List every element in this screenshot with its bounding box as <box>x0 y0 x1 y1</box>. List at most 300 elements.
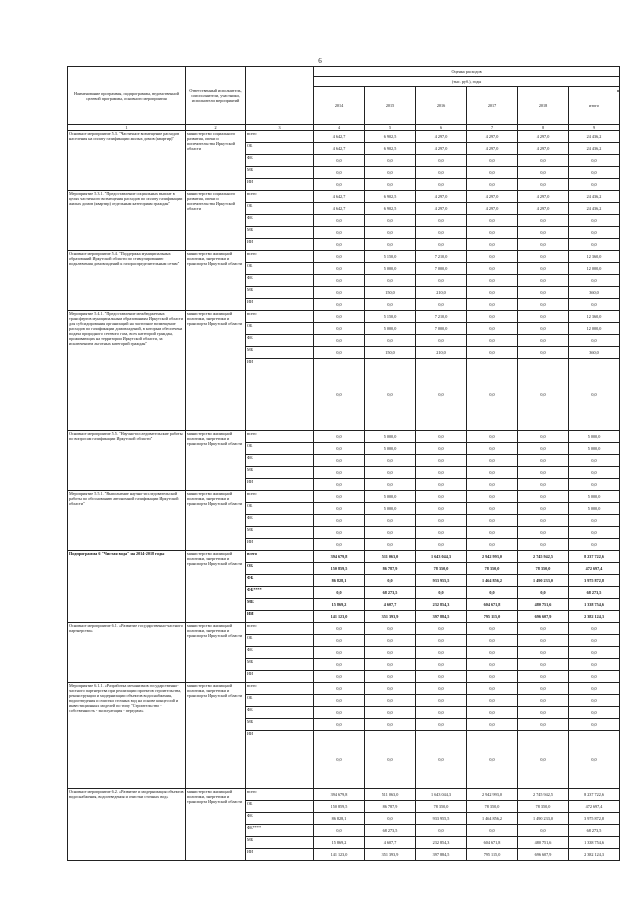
activity-title: Мероприятие 5.3.1. "Предоставление социальных выплат в целях частичного возмещения расходов по оплату газификации жилых домов (квартир) отдельным категориям граждан" <box>68 191 186 251</box>
amount-cell: 0,0 <box>314 539 365 551</box>
amount-cell: 0,0 <box>314 467 365 479</box>
amount-cell: 0,0 <box>365 227 416 239</box>
header-year: 2016 <box>416 87 467 125</box>
total-cell: 0,0 <box>569 527 620 539</box>
amount-cell: 4 297,0 <box>467 203 518 215</box>
amount-cell: 0,0 <box>416 683 467 695</box>
amount-cell: 0,0 <box>314 455 365 467</box>
funding-source: МБ <box>246 719 314 731</box>
amount-cell: 4 297,0 <box>467 191 518 203</box>
funding-source: ОБ <box>246 563 314 575</box>
table-row <box>68 789 620 801</box>
activity-title: Подпрограмма 6 "Чистая вода" на 2014-2018 годы <box>68 551 186 623</box>
amount-cell: 0,0 <box>314 299 365 311</box>
amount-cell: 4 297,0 <box>518 191 569 203</box>
header-estimate-title: Оценка расходов <box>314 67 620 77</box>
column-number: 5 <box>365 125 416 131</box>
activity-title: Мероприятие 5.5.1. "Выполнение научно-исследовательской работы по обоснованию автономной газификации Иркутской области" <box>68 491 186 551</box>
amount-cell: 0,0 <box>518 431 569 443</box>
amount-cell: 0,0 <box>314 215 365 227</box>
amount-cell: 86 828,1 <box>314 813 365 825</box>
amount-cell: 0,0 <box>518 239 569 251</box>
amount-cell: 795 115,0 <box>467 611 518 623</box>
total-cell: 0,0 <box>569 515 620 527</box>
table-row <box>68 131 620 143</box>
amount-cell: 394 679,8 <box>314 551 365 563</box>
total-cell: 2 382 124,3 <box>569 849 620 861</box>
header-year: 2018 <box>518 87 569 125</box>
column-number: 8 <box>518 125 569 131</box>
amount-cell: 2 745 942,5 <box>518 551 569 563</box>
amount-cell: 0,0 <box>416 443 467 455</box>
amount-cell: 5 000,0 <box>365 503 416 515</box>
amount-cell: 5 150,0 <box>365 251 416 263</box>
total-cell: 0,0 <box>569 227 620 239</box>
funding-source: всего <box>246 191 314 203</box>
amount-cell: 0,0 <box>314 491 365 503</box>
amount-cell: 0,0 <box>518 251 569 263</box>
amount-cell: 0,0 <box>365 479 416 491</box>
amount-cell: 4 297,0 <box>518 203 569 215</box>
amount-cell: 480 751,6 <box>518 599 569 611</box>
amount-cell: 1 490 233,0 <box>518 813 569 825</box>
column-number: 7 <box>467 125 518 131</box>
amount-cell: 86 828,1 <box>314 575 365 587</box>
amount-cell: 5 000,0 <box>365 263 416 275</box>
amount-cell: 0,0 <box>518 215 569 227</box>
amount-cell: 0,0 <box>365 659 416 671</box>
total-cell: 0,0 <box>569 215 620 227</box>
amount-cell: 0,0 <box>365 179 416 191</box>
amount-cell: 0,0 <box>467 155 518 167</box>
amount-cell: 604 671,8 <box>467 599 518 611</box>
amount-cell: 0,0 <box>365 671 416 683</box>
amount-cell: 0,0 <box>518 587 569 599</box>
expenditure-table <box>67 66 620 861</box>
total-cell: 1 338 754,6 <box>569 837 620 849</box>
amount-cell: 0,0 <box>518 695 569 707</box>
amount-cell: 0,0 <box>416 527 467 539</box>
amount-cell: 232 854,3 <box>416 837 467 849</box>
funding-source: ИИ <box>246 731 314 789</box>
amount-cell: 0,0 <box>314 287 365 299</box>
amount-cell: 0,0 <box>518 515 569 527</box>
amount-cell: 0,0 <box>365 635 416 647</box>
funding-source: всего <box>246 311 314 323</box>
total-cell: 1 338 754,6 <box>569 599 620 611</box>
amount-cell: 0,0 <box>365 467 416 479</box>
total-cell: 0,0 <box>569 671 620 683</box>
total-cell: 0,0 <box>569 623 620 635</box>
amount-cell: 4 642,7 <box>314 203 365 215</box>
activity-title: Основное мероприятие 5.3. "Частичное возмещение расходов населения на оплату газификации жилых домов (квартир)" <box>68 131 186 191</box>
amount-cell: 0,0 <box>518 539 569 551</box>
total-cell: 0,0 <box>569 647 620 659</box>
column-number: 9 <box>569 125 620 131</box>
amount-cell: 0,0 <box>365 215 416 227</box>
amount-cell: 1 643 044,3 <box>416 551 467 563</box>
funding-source: ФБ <box>246 335 314 347</box>
amount-cell: 0,0 <box>467 239 518 251</box>
amount-cell: 78 350,0 <box>518 563 569 575</box>
total-cell: 0,0 <box>569 479 620 491</box>
amount-cell: 0,0 <box>416 215 467 227</box>
amount-cell: 4 642,7 <box>314 191 365 203</box>
total-cell: 360,0 <box>569 347 620 359</box>
amount-cell: 0,0 <box>467 251 518 263</box>
amount-cell: 0,0 <box>365 707 416 719</box>
amount-cell: 696 607,9 <box>518 611 569 623</box>
amount-cell: 0,0 <box>518 683 569 695</box>
amount-cell: 0,0 <box>467 719 518 731</box>
header-source <box>246 67 314 125</box>
funding-source: ОБ <box>246 143 314 155</box>
total-cell: 0,0 <box>569 695 620 707</box>
amount-cell: 0,0 <box>365 719 416 731</box>
amount-cell: 0,0 <box>365 695 416 707</box>
funding-source: ФБ <box>246 647 314 659</box>
amount-cell: 0,0 <box>518 731 569 789</box>
amount-cell: 0,0 <box>467 503 518 515</box>
amount-cell: 0,0 <box>467 587 518 599</box>
amount-cell: 0,0 <box>365 647 416 659</box>
amount-cell: 0,0 <box>365 527 416 539</box>
amount-cell: 0,0 <box>518 359 569 431</box>
amount-cell: 0,0 <box>467 263 518 275</box>
activity-title: Мероприятие 5.4.1. "Предоставление межбюджетных трансфертов муниципальным образованиям Иркутской области для субсидирования организаций на частичное возмещение расходов по газификации домовладений, в которым обеспечена подача природного сетевого газа, всех категорий граждан, проживающих на территории Иркутской области, за исключением льготных категорий граждан" <box>68 311 186 431</box>
amount-cell: 0,0 <box>365 623 416 635</box>
table-row <box>68 431 620 443</box>
amount-cell: 0,0 <box>314 311 365 323</box>
amount-cell: 78 350,0 <box>467 563 518 575</box>
funding-source: ОБ <box>246 695 314 707</box>
page-number: 6 <box>318 57 322 65</box>
amount-cell: 4 607,7 <box>365 599 416 611</box>
amount-cell: 0,0 <box>467 647 518 659</box>
amount-cell: 0,0 <box>365 335 416 347</box>
funding-source: МБ <box>246 167 314 179</box>
amount-cell: 4 642,7 <box>314 131 365 143</box>
amount-cell: 397 884,5 <box>416 849 467 861</box>
total-cell: 12 360,0 <box>569 311 620 323</box>
amount-cell: 0,0 <box>365 359 416 431</box>
amount-cell: 0,0 <box>416 479 467 491</box>
responsible-executor: министерство жилищной политики, энергетики и транспорта Иркутской области <box>186 251 246 311</box>
total-cell: 5 000,0 <box>569 503 620 515</box>
funding-source: всего <box>246 251 314 263</box>
amount-cell: 0,0 <box>314 323 365 335</box>
funding-source: ФБ <box>246 275 314 287</box>
amount-cell: 210,0 <box>416 287 467 299</box>
amount-cell: 0,0 <box>518 467 569 479</box>
amount-cell: 0,0 <box>416 623 467 635</box>
amount-cell: 7 000,0 <box>416 263 467 275</box>
funding-source: ИИ <box>246 479 314 491</box>
funding-source: всего <box>246 131 314 143</box>
funding-source: МБ <box>246 467 314 479</box>
amount-cell: 4 297,0 <box>416 131 467 143</box>
column-number: 6 <box>416 125 467 131</box>
funding-source: МБ <box>246 287 314 299</box>
amount-cell: 0,0 <box>518 659 569 671</box>
funding-source: МБ <box>246 527 314 539</box>
amount-cell: 2 942 993,0 <box>467 551 518 563</box>
total-cell: 360,0 <box>569 287 620 299</box>
amount-cell: 232 854,3 <box>416 599 467 611</box>
amount-cell: 0,0 <box>314 683 365 695</box>
amount-cell: 0,0 <box>518 347 569 359</box>
amount-cell: 0,0 <box>314 443 365 455</box>
amount-cell: 397 884,5 <box>416 611 467 623</box>
funding-source: ИИ <box>246 539 314 551</box>
total-cell: 0,0 <box>569 335 620 347</box>
funding-source: ФБ <box>246 813 314 825</box>
amount-cell: 0,0 <box>467 347 518 359</box>
funding-source: ФБ <box>246 515 314 527</box>
funding-source: ИИ <box>246 179 314 191</box>
funding-source: ФБ <box>246 155 314 167</box>
table-row <box>68 311 620 323</box>
funding-source: ИИ <box>246 611 314 623</box>
amount-cell: 933 955,5 <box>416 575 467 587</box>
amount-cell: 0,0 <box>314 647 365 659</box>
total-cell: 0,0 <box>569 635 620 647</box>
column-number: 4 <box>314 125 365 131</box>
amount-cell: 0,0 <box>416 179 467 191</box>
amount-cell: 7 210,0 <box>416 251 467 263</box>
amount-cell: 150 859,5 <box>314 801 365 813</box>
amount-cell: 0,0 <box>416 155 467 167</box>
amount-cell: 0,0 <box>416 587 467 599</box>
total-cell: 0,0 <box>569 299 620 311</box>
amount-cell: 0,0 <box>416 515 467 527</box>
amount-cell: 0,0 <box>518 635 569 647</box>
amount-cell: 0,0 <box>467 683 518 695</box>
amount-cell: 0,0 <box>467 215 518 227</box>
amount-cell: 4 297,0 <box>467 143 518 155</box>
amount-cell: 0,0 <box>416 647 467 659</box>
amount-cell: 0,0 <box>518 227 569 239</box>
total-cell: 24 436,2 <box>569 131 620 143</box>
amount-cell: 0,0 <box>518 299 569 311</box>
amount-cell: 0,0 <box>314 263 365 275</box>
amount-cell: 0,0 <box>314 275 365 287</box>
amount-cell: 0,0 <box>416 335 467 347</box>
responsible-executor: министерство жилищной политики, энергетики и транспорта Иркутской области <box>186 789 246 861</box>
amount-cell: 4 297,0 <box>467 131 518 143</box>
total-cell: 5 000,0 <box>569 431 620 443</box>
amount-cell: 0,0 <box>416 455 467 467</box>
total-cell: 0,0 <box>569 167 620 179</box>
amount-cell: 0,0 <box>467 275 518 287</box>
amount-cell: 0,0 <box>314 659 365 671</box>
amount-cell: 78 350,0 <box>416 801 467 813</box>
funding-source: ФБ <box>246 575 314 587</box>
amount-cell: 78 350,0 <box>467 801 518 813</box>
column-number: 1 <box>68 125 186 131</box>
amount-cell: 78 350,0 <box>416 563 467 575</box>
funding-source: ФБ <box>246 455 314 467</box>
amount-cell: 7 210,0 <box>416 311 467 323</box>
amount-cell: 78 350,0 <box>518 801 569 813</box>
amount-cell: 0,0 <box>314 695 365 707</box>
amount-cell: 0,0 <box>416 825 467 837</box>
amount-cell: 68 273,5 <box>365 587 416 599</box>
total-cell: 12 000,0 <box>569 263 620 275</box>
total-cell: 24 436,2 <box>569 143 620 155</box>
column-number: 3 <box>246 125 314 131</box>
amount-cell: 0,0 <box>365 299 416 311</box>
amount-cell: 15 869,2 <box>314 837 365 849</box>
amount-cell: 0,0 <box>314 347 365 359</box>
amount-cell: 0,0 <box>467 299 518 311</box>
header-year: 2017 <box>467 87 518 125</box>
total-cell: 8 237 722,6 <box>569 789 620 801</box>
amount-cell: 480 751,6 <box>518 837 569 849</box>
amount-cell: 4 642,7 <box>314 143 365 155</box>
amount-cell: 141 123,0 <box>314 611 365 623</box>
header-year: 2014 <box>314 87 365 125</box>
amount-cell: 0,0 <box>416 491 467 503</box>
total-cell: 0,0 <box>569 155 620 167</box>
column-number: 2 <box>186 125 246 131</box>
total-cell: 472 697,4 <box>569 563 620 575</box>
total-cell: 5 000,0 <box>569 491 620 503</box>
total-cell: 8 237 722,6 <box>569 551 620 563</box>
amount-cell: 0,0 <box>467 431 518 443</box>
activity-title: Мероприятие 6.1.1. «Разработка механизмов государственно-частного партнерства при реализации проектов строительства, реконструкции и модернизации объектов водоснабжения, водоотведения и очистки сточных вод на основе концессий и инвестиционных моделей по типу "Строительство - собственность - эксплуатация - передача» <box>68 683 186 789</box>
amount-cell: 394 679,8 <box>314 789 365 801</box>
amount-cell: 0,0 <box>416 719 467 731</box>
amount-cell: 696 607,9 <box>518 849 569 861</box>
total-cell: 12 000,0 <box>569 323 620 335</box>
amount-cell: 210,0 <box>416 347 467 359</box>
amount-cell: 0,0 <box>467 695 518 707</box>
responsible-executor: министерство жилищной политики, энергетики и транспорта Иркутской области <box>186 551 246 623</box>
amount-cell: 0,0 <box>416 659 467 671</box>
amount-cell: 0,0 <box>467 515 518 527</box>
funding-source: всего <box>246 623 314 635</box>
amount-cell: 1 490 233,0 <box>518 575 569 587</box>
amount-cell: 0,0 <box>518 479 569 491</box>
funding-source: ИИ <box>246 849 314 861</box>
amount-cell: 0,0 <box>365 731 416 789</box>
amount-cell: 0,0 <box>518 311 569 323</box>
total-cell: 12 360,0 <box>569 251 620 263</box>
responsible-executor: министерство социального развития, опеки и попечительства Иркутской области <box>186 131 246 191</box>
total-cell: 0,0 <box>569 719 620 731</box>
funding-source: ФБ <box>246 215 314 227</box>
amount-cell: 15 869,2 <box>314 599 365 611</box>
amount-cell: 0,0 <box>314 155 365 167</box>
amount-cell: 6 902,5 <box>365 143 416 155</box>
amount-cell: 0,0 <box>314 731 365 789</box>
funding-source: всего <box>246 789 314 801</box>
amount-cell: 0,0 <box>314 671 365 683</box>
amount-cell: 5 000,0 <box>365 443 416 455</box>
amount-cell: 0,0 <box>518 671 569 683</box>
responsible-executor: министерство жилищной политики, энергетики и транспорта Иркутской области <box>186 431 246 491</box>
amount-cell: 1 464 856,2 <box>467 575 518 587</box>
header-estimate-unit: (тыс. руб.), годы <box>314 77 620 87</box>
amount-cell: 0,0 <box>467 179 518 191</box>
funding-source: МБ <box>246 599 314 611</box>
funding-source: ИИ <box>246 359 314 431</box>
amount-cell: 0,0 <box>467 323 518 335</box>
total-cell: 0,0 <box>569 455 620 467</box>
amount-cell: 4 297,0 <box>416 191 467 203</box>
amount-cell: 0,0 <box>314 251 365 263</box>
amount-cell: 0,0 <box>467 731 518 789</box>
amount-cell: 1 643 044,3 <box>416 789 467 801</box>
amount-cell: 0,0 <box>518 491 569 503</box>
amount-cell: 0,0 <box>365 515 416 527</box>
amount-cell: 4 607,7 <box>365 837 416 849</box>
funding-source: ОБ <box>246 635 314 647</box>
amount-cell: 0,0 <box>467 227 518 239</box>
total-cell: 2 382 124,3 <box>569 611 620 623</box>
funding-source: ОБ <box>246 203 314 215</box>
amount-cell: 0,0 <box>467 659 518 671</box>
amount-cell: 4 297,0 <box>518 143 569 155</box>
total-cell: 0,0 <box>569 539 620 551</box>
amount-cell: 933 955,5 <box>416 813 467 825</box>
funding-source: ФБ**** <box>246 587 314 599</box>
table-row <box>68 491 620 503</box>
funding-source: ОБ <box>246 801 314 813</box>
activity-title: Основное мероприятие 6.2. «Развитие и модернизация объектов водоснабжения, водоотведения и очистки сточных вод» <box>68 789 186 861</box>
amount-cell: 5 150,0 <box>365 311 416 323</box>
amount-cell: 0,0 <box>467 527 518 539</box>
total-cell: 3 975 872,8 <box>569 813 620 825</box>
funding-source: МБ <box>246 837 314 849</box>
total-cell: 0,0 <box>569 659 620 671</box>
amount-cell: 0,0 <box>416 635 467 647</box>
amount-cell: 0,0 <box>467 443 518 455</box>
amount-cell: 0,0 <box>314 587 365 599</box>
amount-cell: 0,0 <box>518 443 569 455</box>
total-cell: 5 000,0 <box>569 443 620 455</box>
amount-cell: 0,0 <box>518 825 569 837</box>
amount-cell: 0,0 <box>467 635 518 647</box>
amount-cell: 0,0 <box>467 671 518 683</box>
funding-source: ОБ <box>246 503 314 515</box>
funding-source: всего <box>246 491 314 503</box>
amount-cell: 0,0 <box>314 359 365 431</box>
amount-cell: 0,0 <box>314 431 365 443</box>
funding-source: всего <box>246 431 314 443</box>
total-cell: 24 436,2 <box>569 191 620 203</box>
total-cell: 472 697,4 <box>569 801 620 813</box>
funding-source: ФБ**** <box>246 825 314 837</box>
amount-cell: 0,0 <box>314 335 365 347</box>
amount-cell: 0,0 <box>314 167 365 179</box>
amount-cell: 0,0 <box>518 527 569 539</box>
amount-cell: 0,0 <box>365 539 416 551</box>
amount-cell: 0,0 <box>314 707 365 719</box>
amount-cell: 2 942 993,0 <box>467 789 518 801</box>
amount-cell: 0,0 <box>314 227 365 239</box>
amount-cell: 0,0 <box>314 623 365 635</box>
amount-cell: 0,0 <box>467 707 518 719</box>
amount-cell: 0,0 <box>467 467 518 479</box>
amount-cell: 511 063,0 <box>365 789 416 801</box>
amount-cell: 0,0 <box>416 239 467 251</box>
header-program-name: Наименование программы, подпрограммы, ведомственной целевой программы, основного мероприятия <box>68 67 186 125</box>
amount-cell: 7 000,0 <box>416 323 467 335</box>
amount-cell: 0,0 <box>416 503 467 515</box>
total-cell: 0,0 <box>569 731 620 789</box>
